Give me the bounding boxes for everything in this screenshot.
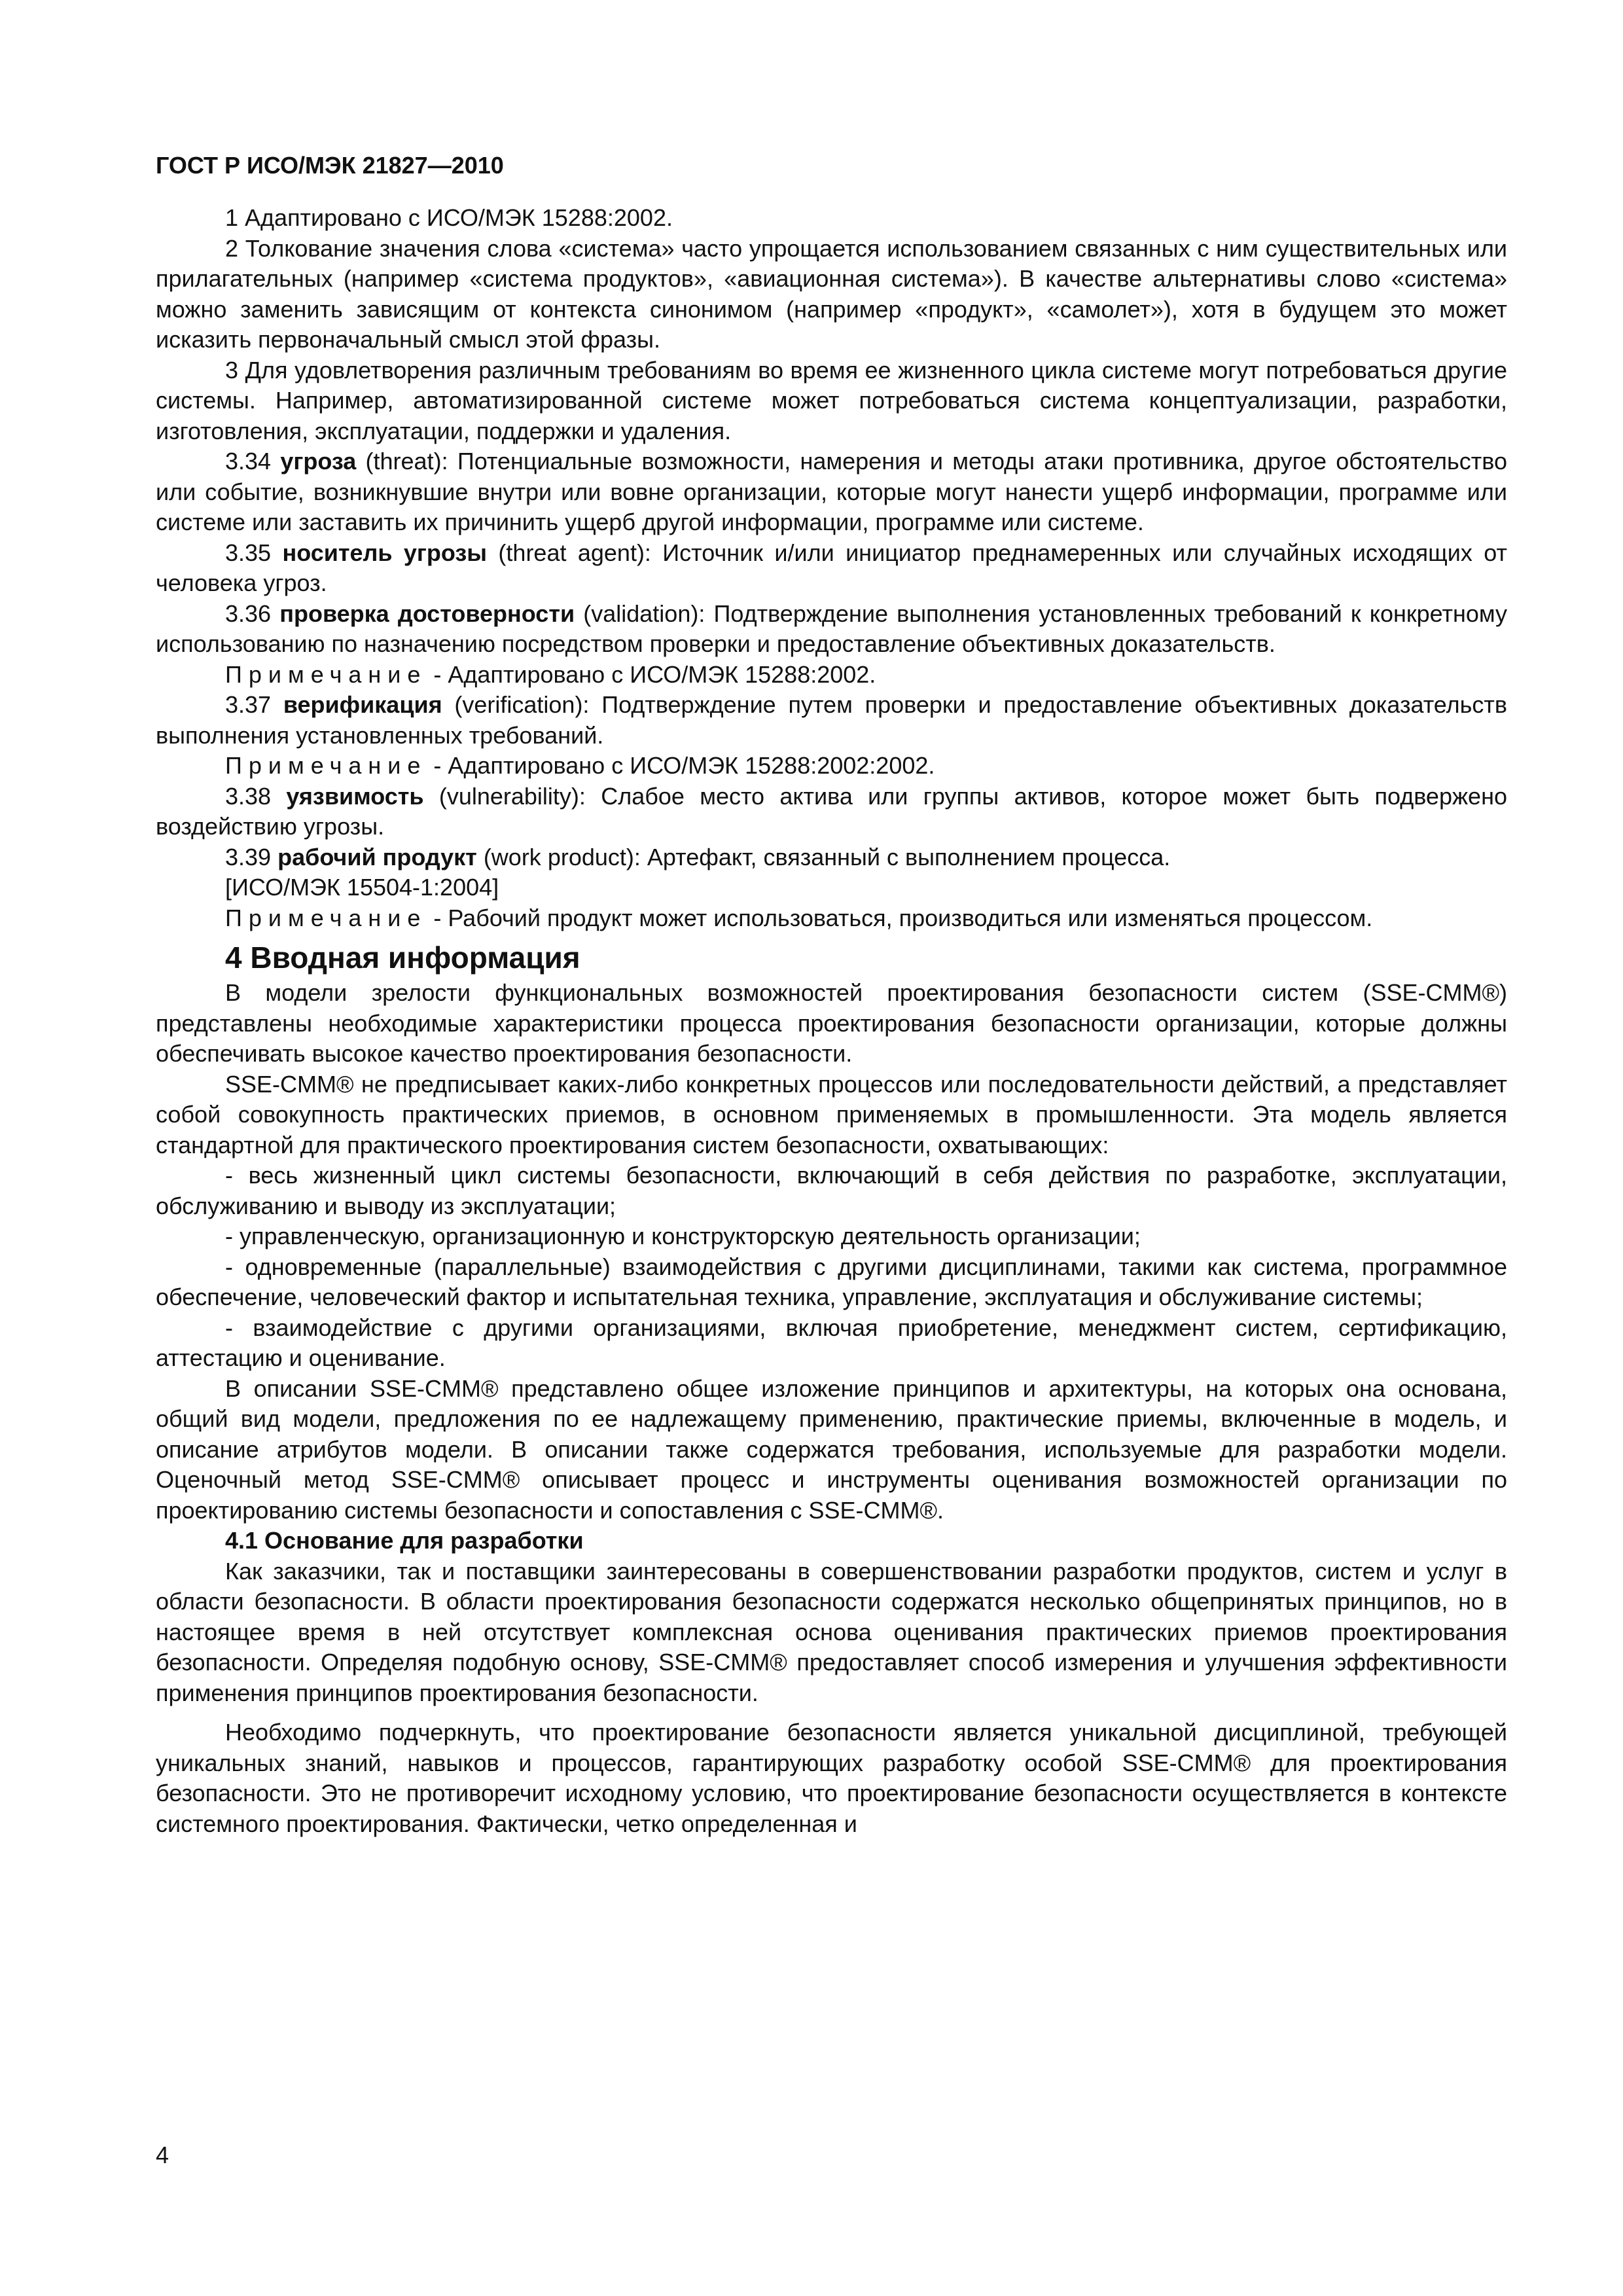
note-1: 1 Адаптировано с ИСО/МЭК 15288:2002. xyxy=(225,204,673,231)
term-definition: (threat agent): Источник и/или инициатор преднамеренных или случайных исходящих от человека угроз. xyxy=(156,539,1507,596)
term-name: проверка достоверности xyxy=(279,600,575,627)
section-4-list-item: - весь жизненный цикл системы безопасности, включающий в себя действия по разработке, эксплуатации, обслуживанию и выводу из эксплуатации; xyxy=(156,1162,1507,1219)
section-4-1-paragraph: Необходимо подчеркнуть, что проектирование безопасности является уникальной дисциплиной, требующей уникальных знаний, навыков и процессов, гарантирующих разработку особой SSE-CMM® для проектирования безопасности. Это не противоречит исходному условию, что проектирование безопасности осуществляется в контексте системного проектирования. Фактически, четко определенная и xyxy=(156,1719,1507,1837)
section-4-paragraph: SSE-CMM® не предписывает каких-либо конкретных процессов или последовательности действий, а представляет собой совокупность практических приемов, в основном применяемых в промышленности. Эта модель является стандартной для практического проектирования систем безопасности, охватывающих: xyxy=(156,1070,1507,1158)
section-4-list-item: - управленческую, организационную и конструкторскую деятельность организации; xyxy=(225,1223,1141,1249)
term-name: верификация xyxy=(283,691,442,718)
term-3-38 xyxy=(156,781,1507,842)
term-number: 3.38 xyxy=(225,782,272,810)
section-4-paragraph: В модели зрелости функциональных возможностей проектирования безопасности систем (SSE-CMM®) представлены необходимые характеристики процесса проектирования безопасности организации, которые должны обеспечивать высокое качество проектирования безопасности. xyxy=(156,979,1507,1067)
note-2: 2 Толкование значения слова «система» часто упрощается использованием связанных с ним существительных или прилагательных (например «система продуктов», «авиационная система»). В качестве альтернативы слово «система» можно заменить зависящим от контекста синонимом (например «продукт», «самолет»), хотя в будущем это может исказить первоначальный смысл этой фразы. xyxy=(156,234,1507,353)
note-3-39 xyxy=(156,903,1507,934)
document-code-header: ГОСТ Р ИСО/МЭК 21827—2010 xyxy=(156,152,504,179)
term-number: 3.36 xyxy=(225,600,272,627)
term-number: 3.37 xyxy=(225,691,272,718)
note-3-36 xyxy=(156,660,1507,691)
note-text: - Адаптировано с ИСО/МЭК 15288:2002. xyxy=(427,660,876,688)
note-label: Примечание xyxy=(225,660,427,688)
term-definition: (validation): Подтверждение выполнения установленных требований к конкретному использованию по назначению посредством проверки и предоставление объективных доказательств. xyxy=(156,600,1507,657)
note-3-37 xyxy=(156,751,1507,781)
term-number: 3.34 xyxy=(225,448,272,475)
term-name: уязвимость xyxy=(286,782,424,810)
note-3: 3 Для удовлетворения различным требованиям во время ее жизненного цикла системе могут потребоваться другие системы. Например, автоматизированной системе может потребоваться система концептуализации, разработки, изготовления, эксплуатации, поддержки и удаления. xyxy=(156,356,1507,444)
section-4-1-paragraph: Как заказчики, так и поставщики заинтересованы в совершенствовании разработки продуктов, систем и услуг в области безопасности. В области проектирования безопасности содержатся несколько общепринятых принципов, но в настоящее время в ней отсутствует комплексная основа оценивания практических приемов проектирования безопасности. Определяя подобную основу, SSE-CMM® предоставляет способ измерения и улучшения эффективности применения принципов проектирования безопасности. xyxy=(156,1557,1507,1706)
page-number: 4 xyxy=(156,2142,169,2168)
section-4-title: 4 Вводная информация xyxy=(225,941,580,975)
document-page xyxy=(156,151,1507,1839)
term-3-36 xyxy=(156,599,1507,660)
term-name: носитель угрозы xyxy=(282,539,488,566)
term-number: 3.35 xyxy=(225,539,272,566)
term-3-39 xyxy=(156,842,1507,873)
term-3-37 xyxy=(156,690,1507,751)
note-label: Примечание xyxy=(225,752,427,779)
term-name: угроза xyxy=(280,448,357,475)
term-3-39-reference: [ИСО/МЭК 15504-1:2004] xyxy=(225,874,499,901)
term-name: рабочий продукт xyxy=(277,843,477,870)
term-definition: (work product): Артефакт, связанный с выполнением процесса. xyxy=(476,843,1171,870)
term-definition: (threat): Потенциальные возможности, намерения и методы атаки противника, другое обстоятельство или событие, возникнувшие внутри или вовне организации, которые могут нанести ущерб информации, программе или системе или заставить их причинить ущерб другой информации, программе или системе. xyxy=(156,448,1507,535)
section-4-list-item: - одновременные (параллельные) взаимодействия с другими дисциплинами, такими как система, программное обеспечение, человеческий фактор и испытательная техника, управление, эксплуатация и обслуживание системы; xyxy=(156,1253,1507,1310)
note-text: - Рабочий продукт может использоваться, производиться или изменяться процессом. xyxy=(427,904,1373,931)
term-number: 3.39 xyxy=(225,843,272,870)
note-label: Примечание xyxy=(225,904,427,931)
section-4-list-item: - взаимодействие с другими организациями, включая приобретение, менеджмент систем, сертификацию, аттестацию и оценивание. xyxy=(156,1314,1507,1371)
term-definition: (verification): Подтверждение путем проверки и предоставление объективных доказательств выполнения установленных требований. xyxy=(156,691,1507,749)
term-3-34 xyxy=(156,446,1507,538)
term-definition: (vulnerability): Слабое место актива или группы активов, которое может быть подвержено воздействию угрозы. xyxy=(156,782,1507,840)
section-4-1-title: 4.1 Основание для разработки xyxy=(225,1527,584,1554)
section-4-paragraph: В описании SSE-CMM® представлено общее изложение принципов и архитектуры, на которых она основана, общий вид модели, предложения по ее надлежащему применению, практические приемы, включенные в модель, и описание атрибутов модели. В описании также содержатся требования, используемые для разработки модели. Оценочный метод SSE-CMM® описывает процесс и инструменты оценивания возможностей организации по проектированию системы безопасности и сопоставления с SSE-CMM®. xyxy=(156,1374,1507,1524)
term-3-35 xyxy=(156,538,1507,599)
note-text: - Адаптировано с ИСО/МЭК 15288:2002:2002. xyxy=(427,752,935,779)
